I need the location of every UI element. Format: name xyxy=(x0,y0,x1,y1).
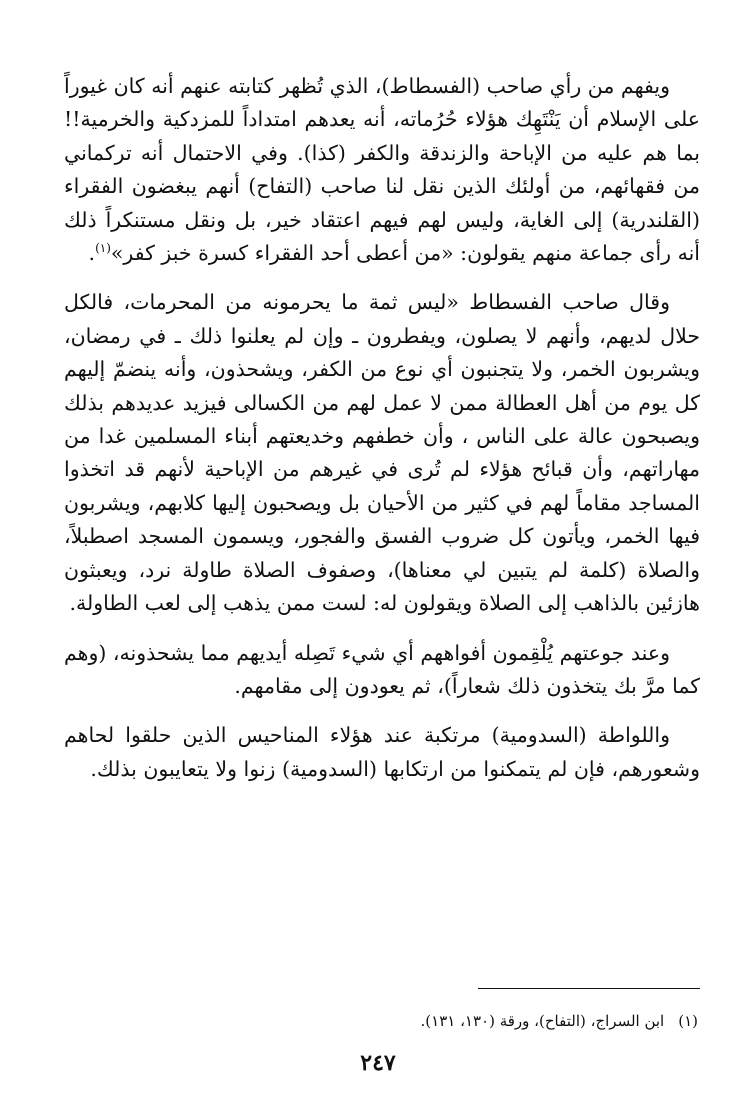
footnote-reference[interactable]: (١) xyxy=(95,241,111,256)
paragraph-1-tail: . xyxy=(88,241,96,266)
footnote-number: (١) xyxy=(678,1012,698,1030)
footnote-text: ابن السراج، (التفاح)، ورقة (١٣٠، ١٣١). xyxy=(420,1012,665,1030)
footnote xyxy=(58,1010,698,1032)
footnote-divider xyxy=(478,988,700,989)
paragraph-2: وقال صاحب الفسطاط «ليس ثمة ما يحرمونه من المحرمات، فالكل حلال لديهم، وأنهم لا يصلون، ويفطرون ـ وإن لم يعلنوا ذلك ـ في رمضان، ويشربون الخمر، ولا يتجنبون أي نوع من الكفر، ويشحذون، وأنه ينضمّ إليهم كل يوم من أهل العطالة ممن لا عمل لهم من الكسالى فيزيد عديدهم بذلك ويصبحون عالة على الناس ، وأن خطفهم وخديعتهم أبناء المسلمين غدا من مهاراتهم، وأن قبائح هؤلاء لم تُرى في غيرهم من الإباحية لأنهم قد اتخذوا المساجد مقاماً لهم في كثير من الأحيان بل ويصحبون إليها كلابهم، ويشربون فيها الخمر، ويأتون كل ضروب الفسق والفجور، ويسمون المسجد اصطبلاً، والصلاة (كلمة لم يتبين لي معناها)، وصفوف الصلاة طاولة نرد، ويعبثون هازئين بالذاهب إلى الصلاة ويقولون له: لست ممن يذهب إلى لعب الطاولة. xyxy=(64,290,700,616)
page-body xyxy=(64,70,700,802)
paragraph-3: وعند جوعتهم يُلْقِمون أفواههم أي شيء تَصِله أيديهم مما يشحذونه، (وهم كما مرَّ بك يتخذون ذلك شعاراً)، ثم يعودون إلى مقامهم. xyxy=(64,640,700,698)
paragraph-1 xyxy=(64,70,700,270)
paragraph-4: واللواطة (السدومية) مرتكبة عند هؤلاء المناحيس الذين حلقوا لحاهم وشعورهم، فإن لم يتمكنوا من ارتكابها (السدومية) زنوا ولا يتعايبون بذلك. xyxy=(64,723,700,781)
page-number: ٢٤٧ xyxy=(360,1050,396,1076)
paragraph-1-text: ويفهم من رأي صاحب (الفسطاط)، الذي تُظهر كتابته عنهم أنه كان غيوراً على الإسلام أن يَنْتَهِك هؤلاء حُرُماته، أنه يعدهم امتداداً للمزدكية والخرمية!! بما هم عليه من الإباحة والزندقة والكفر (كذا). وفي الاحتمال أنه تركماني من فقهائهم، من أولئك الذين نقل لنا صاحب (التفاح) أنهم يبغضون الفقراء (القلندرية) إلى الغاية، وليس لهم فيهم اعتقاد خير، بل ونقل مستنكراً ذلك أنه رأى جماعة منهم يقولون: «من أعطى أحد الفقراء كسرة خبز كفر» xyxy=(64,74,700,266)
